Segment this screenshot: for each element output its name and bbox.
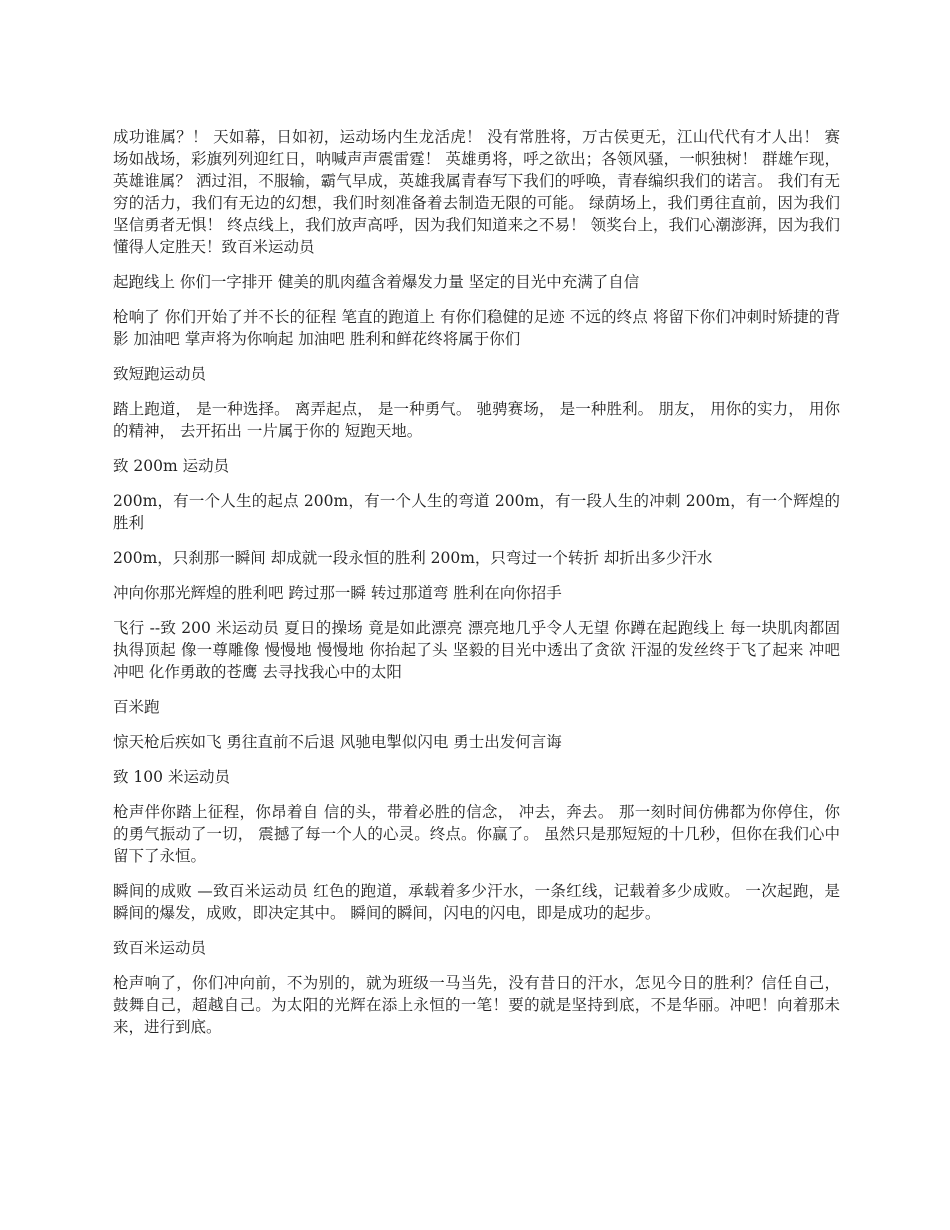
section-heading-200m: 致 200m 运动员 bbox=[113, 457, 230, 475]
section-heading-100m-final: 致百米运动员 bbox=[113, 939, 207, 957]
paragraph-200m-moment: 200m，只刹那一瞬间 却成就一段永恒的胜利 200m，只弯过一个转折 却折出多少汗水 bbox=[113, 549, 713, 567]
paragraph-200m-victory: 冲向你那光辉煌的胜利吧 跨过那一瞬 转过那道弯 胜利在向你招手 bbox=[113, 584, 562, 602]
paragraph-gunshot: 枪响了 你们开始了并不长的征程 笔直的跑道上 有你们稳健的足迹 不远的终点 将留下你们冲刺时矫捷的背影 加油吧 掌声将为你响起 加油吧 胜利和鲜花终将属于你们 bbox=[113, 308, 840, 348]
document-body bbox=[113, 126, 840, 1051]
paragraph-start-line: 起跑线上 你们一字排开 健美的肌肉蕴含着爆发力量 坚定的目光中充满了自信 bbox=[113, 273, 640, 291]
paragraph-sprint-track: 踏上跑道， 是一种选择。 离弄起点， 是一种勇气。 驰骋赛场， 是一种胜利。 朋友， 用你的实力， 用你的精神， 去开拓出 一片属于你的 短跑天地。 bbox=[113, 400, 840, 440]
section-heading-100m-athletes: 致 100 米运动员 bbox=[113, 768, 230, 786]
section-heading-100m-run: 百米跑 bbox=[113, 698, 160, 716]
section-heading-sprinters: 致短跑运动员 bbox=[113, 365, 207, 383]
paragraph-200m-life: 200m，有一个人生的起点 200m，有一个人生的弯道 200m，有一段人生的冲刺 200m，有一个辉煌的胜利 bbox=[113, 492, 840, 532]
paragraph-gunshot-final: 枪声响了，你们冲向前，不为别的，就为班级一马当先，没有昔日的汗水，怎见今日的胜利？信任自己，鼓舞自己，超越自己。为太阳的光辉在添上永恒的一笔！要的就是坚持到底，不是华丽。冲吧！向着那未来，进行到底。 bbox=[113, 974, 840, 1036]
paragraph-intro: 成功谁属？！ 天如幕，日如初，运动场内生龙活虎！ 没有常胜将，万古侯更无，江山代代有才人出！ 赛场如战场，彩旗列列迎红日，呐喊声声震雷霆！ 英雄勇将，呼之欲出；各领风骚，一帜独树！ 群雄乍现，英雄谁属？ 洒过泪，不服输，霸气早成，英雄我属青春写下我们的呼唤，青春编织我们的诺言。 我们有无穷的活力，我们有无边的幻想，我们时刻准备着去制造无限的可能。 绿荫场上，我们勇往直前，因为我们坚信勇者无惧！ 终点线上，我们放声高呼，因为我们知道来之不易！ 领奖台上，我们心潮澎湃，因为我们懂得人定胜天！致百米运动员 bbox=[113, 128, 840, 256]
paragraph-100m-verse: 惊天枪后疾如飞 勇往直前不后退 风驰电掣似闪电 勇士出发何言诲 bbox=[113, 733, 562, 751]
paragraph-instant-success: 瞬间的成败 —致百米运动员 红色的跑道，承载着多少汗水，一条红线，记载着多少成败。 一次起跑，是瞬间的爆发，成败，即决定其中。 瞬间的瞬间，闪电的闪电，即是成功的起步。 bbox=[113, 882, 840, 922]
paragraph-flight-poem: 飞行 --致 200 米运动员 夏日的操场 竟是如此漂亮 漂亮地几乎令人无望 你蹲在起跑线上 每一块肌肉都固执得顶起 像一尊雕像 慢慢地 慢慢地 你抬起了头 坚毅的目光中透出了贪欲 汗湿的发丝终于飞了起来 冲吧 冲吧 化作勇敢的苍鹰 去寻找我心中的太阳 bbox=[113, 619, 840, 681]
paragraph-100m-journey: 枪声伴你踏上征程，你昂着自 信的头，带着必胜的信念， 冲去，奔去。 那一刻时间仿佛都为你停住，你的勇气振动了一切， 震撼了每一个人的心灵。终点。你赢了。 虽然只是那短短的十几秒，但你在我们心中留下了永恒。 bbox=[113, 803, 840, 865]
